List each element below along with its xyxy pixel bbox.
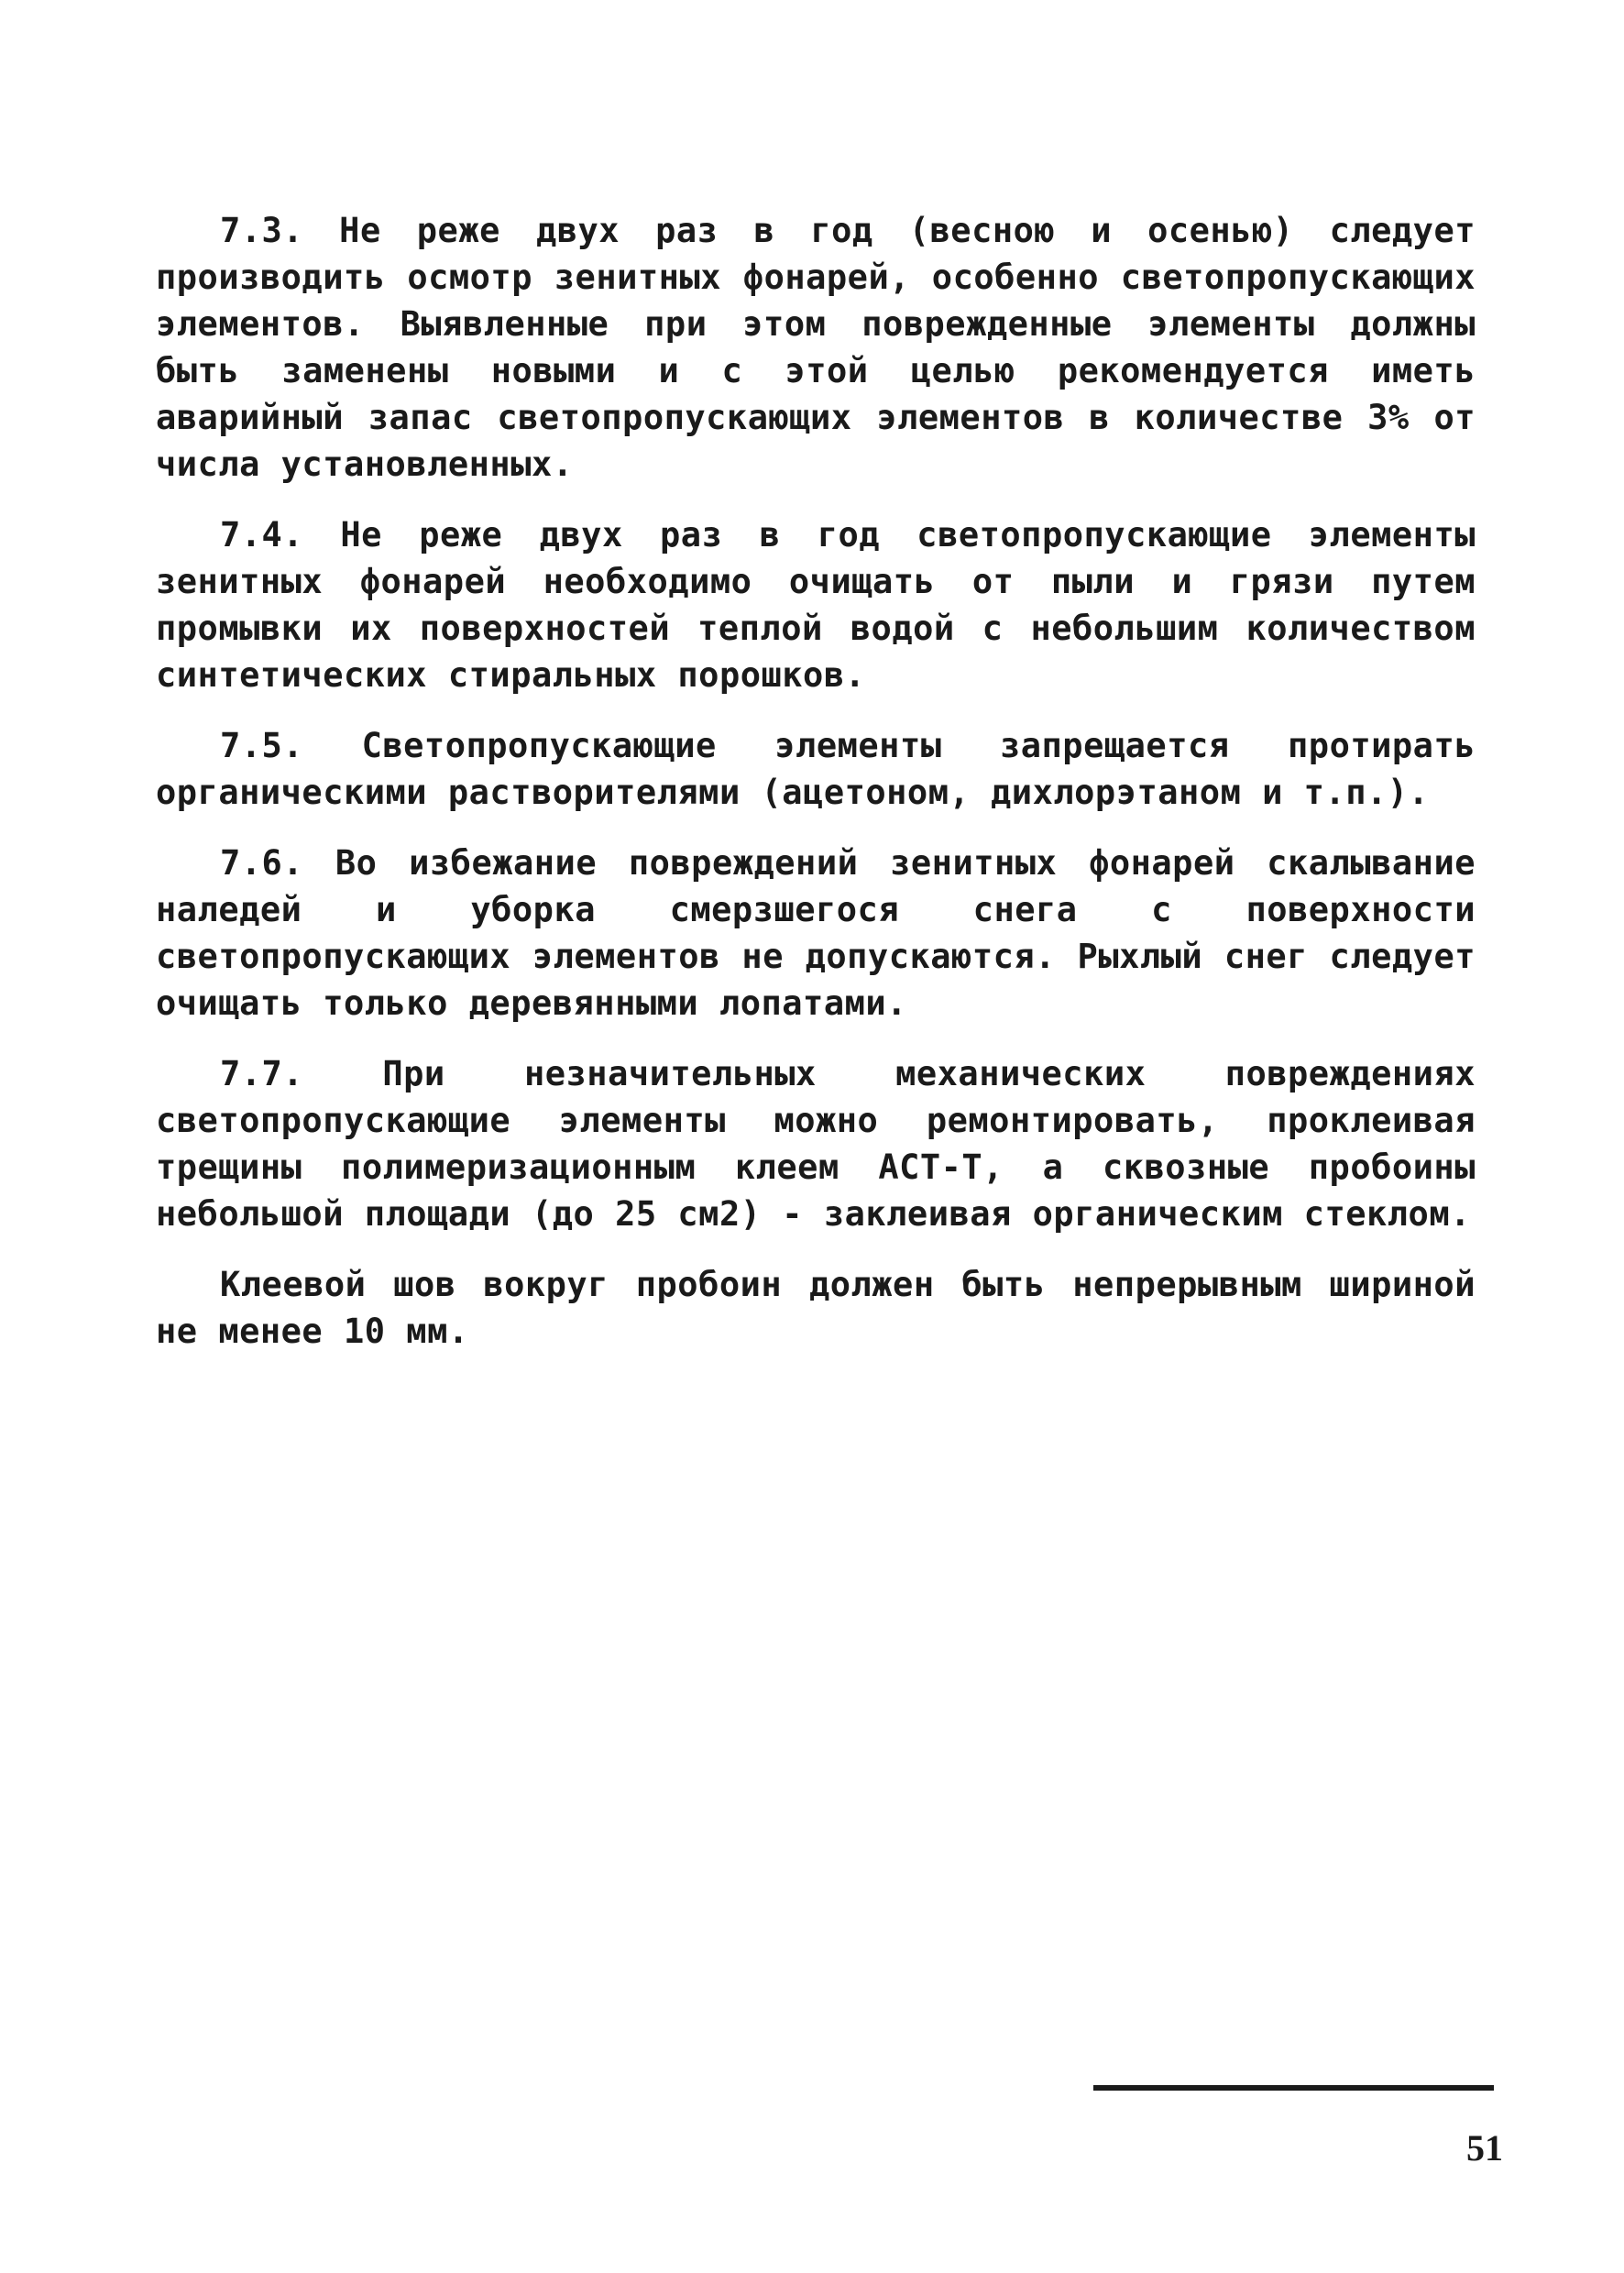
footer-rule	[1093, 2085, 1494, 2091]
paragraph-7-3: 7.3. Не реже двух раз в год (весною и осенью) следует производить осмотр зенитных фонарей, особенно светопропускающих элементов. Выявленные при этом поврежденные элементы должны быть заменены новыми и с этой целью рекомендуется иметь аварийный запас светопропускающих элементов в количестве 3% от числа установленных.	[156, 211, 1476, 484]
paragraph-7-4: 7.4. Не реже двух раз в год светопропускающие элементы зенитных фонарей необходимо очищать от пыли и грязи путем промывки их поверхностей теплой водой с небольшим количеством синтетических стиральных порошков.	[156, 515, 1476, 695]
paragraph-7-7: 7.7. При незначительных механических повреждениях светопропускающие элементы можно ремонтировать, проклеивая трещины полимеризационным клеем АСТ-Т, а сквозные пробоины небольшой площади (до 25 см2) - заклеивая органическим стеклом.	[156, 1054, 1476, 1234]
page-number: 51	[1466, 2127, 1503, 2169]
paragraph-7-6: 7.6. Во избежание повреждений зенитных фонарей скалывание наледей и уборка смерзшегося снега с поверхности светопропускающих элементов не допускаются. Рыхлый снег следует очищать только деревянными лопатами.	[156, 843, 1476, 1023]
paragraph-seam-note: Клеевой шов вокруг пробоин должен быть непрерывным шириной не менее 10 мм.	[156, 1265, 1476, 1351]
body-text	[156, 207, 1476, 1378]
paragraph-7-5: 7.5. Светопропускающие элементы запрещается протирать органическими растворителями (ацетоном, дихлорэтаном и т.п.).	[156, 726, 1476, 812]
